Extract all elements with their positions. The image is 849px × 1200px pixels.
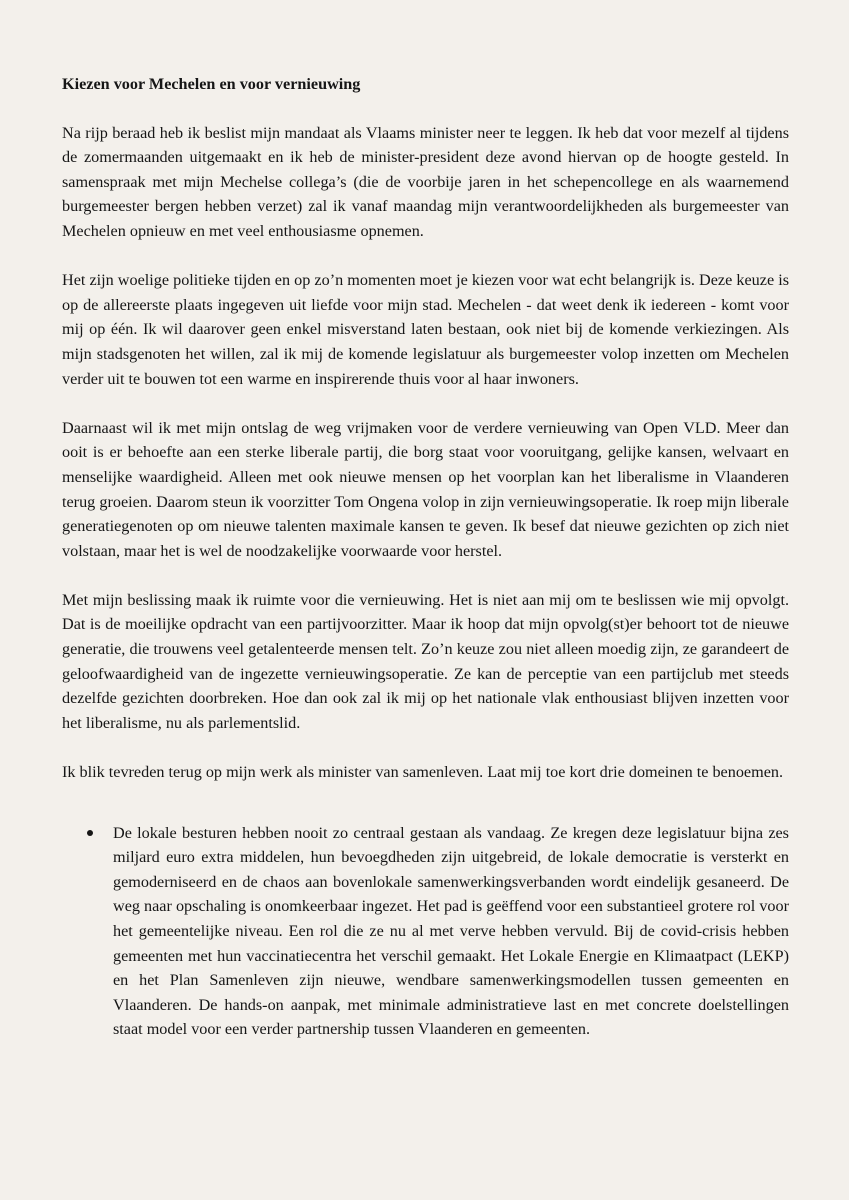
paragraph-4: Met mijn beslissing maak ik ruimte voor die vernieuwing. Het is niet aan mij om te beslissen wie mij opvolgt. Dat is de moeilijke opdracht van een partijvoorzitter. Maar ik hoop dat mijn opvolg(st)er behoort tot de nieuwe generatie, die trouwens veel getalenteerde mensen telt. Zo’n keuze zou niet alleen moedig zijn, ze garandeert de geloofwaardigheid van de ingezette vernieuwingsoperatie. Ze kan de perceptie van een partijclub met steeds dezelfde gezichten doorbreken. Hoe dan ook zal ik mij op het nationale vlak enthousiast blijven inzetten voor het liberalisme, nu als parlementslid. (62, 590, 789, 732)
bullet-item-1 (62, 821, 789, 1042)
document-page (62, 72, 789, 1042)
bullet-list (62, 821, 789, 1042)
paragraph-2: Het zijn woelige politieke tijden en op zo’n momenten moet je kiezen voor wat echt belangrijk is. Deze keuze is op de allereerste plaats ingegeven uit liefde voor mijn stad. Mechelen - dat weet denk ik iedereen - komt voor mij op één. Ik wil daarover geen enkel misverstand laten bestaan, ook niet bij de komende verkiezingen. Als mijn stadsgenoten het willen, zal ik mij de komende legislatuur als burgemeester volop inzetten om Mechelen verder uit te bouwen tot een warme en inspirerende thuis voor al haar inwoners. (62, 271, 789, 388)
paragraph-3: Daarnaast wil ik met mijn ontslag de weg vrijmaken voor de verdere vernieuwing van Open VLD. Meer dan ooit is er behoefte aan een sterke liberale partij, die borg staat voor vooruitgang, gelijke kansen, welvaart en menselijke waardigheid. Alleen met ook nieuwe mensen op het voorplan kan het liberalisme in Vlaanderen terug groeien. Daarom steun ik voorzitter Tom Ongena volop in zijn vernieuwingsoperatie. Ik roep mijn liberale generatiegenoten op om nieuwe talenten maximale kansen te geven. Ik besef dat nieuwe gezichten op zich niet volstaan, maar het is wel de noodzakelijke voorwaarde voor herstel. (62, 418, 789, 560)
document-title: Kiezen voor Mechelen en voor vernieuwing (62, 75, 361, 93)
paragraph-1: Na rijp beraad heb ik beslist mijn mandaat als Vlaams minister neer te leggen. Ik heb dat voor mezelf al tijdens de zomermaanden uitgemaakt en ik heb de minister-president deze avond hiervan op de hoogte gesteld. In samenspraak met mijn Mechelse collega’s (die de voorbije jaren in het schepencollege en als waarnemend burgemeester bergen hebben verzet) zal ik vanaf maandag mijn verantwoordelijkheden als burgemeester van Mechelen opnieuw en met veel enthousiasme opnemen. (62, 123, 789, 240)
paragraph-5: Ik blik tevreden terug op mijn werk als minister van samenleven. Laat mij toe kort drie domeinen te benoemen. (62, 763, 784, 782)
bullet-dot-icon (87, 830, 93, 836)
bullet-text-1: De lokale besturen hebben nooit zo centraal gestaan als vandaag. Ze kregen deze legislatuur bijna zes miljard euro extra middelen, hun bevoegdheden zijn uitgebreid, de lokale democratie is versterkt en gemoderniseerd en de chaos aan bovenlokale samenwerkingsverbanden wordt eindelijk gesaneerd. De weg naar opschaling is onomkeerbaar ingezet. Het pad is geëffend voor een substantieel grotere rol voor het gemeentelijke niveau. Een rol die ze nu al met verve hebben vervuld. Bij de covid-crisis hebben gemeenten met hun vaccinatiecentra het verschil gemaakt. Het Lokale Energie en Klimaatpact (LEKP) en het Plan Samenleven zijn nieuwe, wendbare samenwerkingsmodellen tussen gemeenten en Vlaanderen. De hands-on aanpak, met minimale administratieve last en met concrete doelstellingen staat model voor een verder partnership tussen Vlaanderen en gemeenten. (113, 823, 789, 1039)
